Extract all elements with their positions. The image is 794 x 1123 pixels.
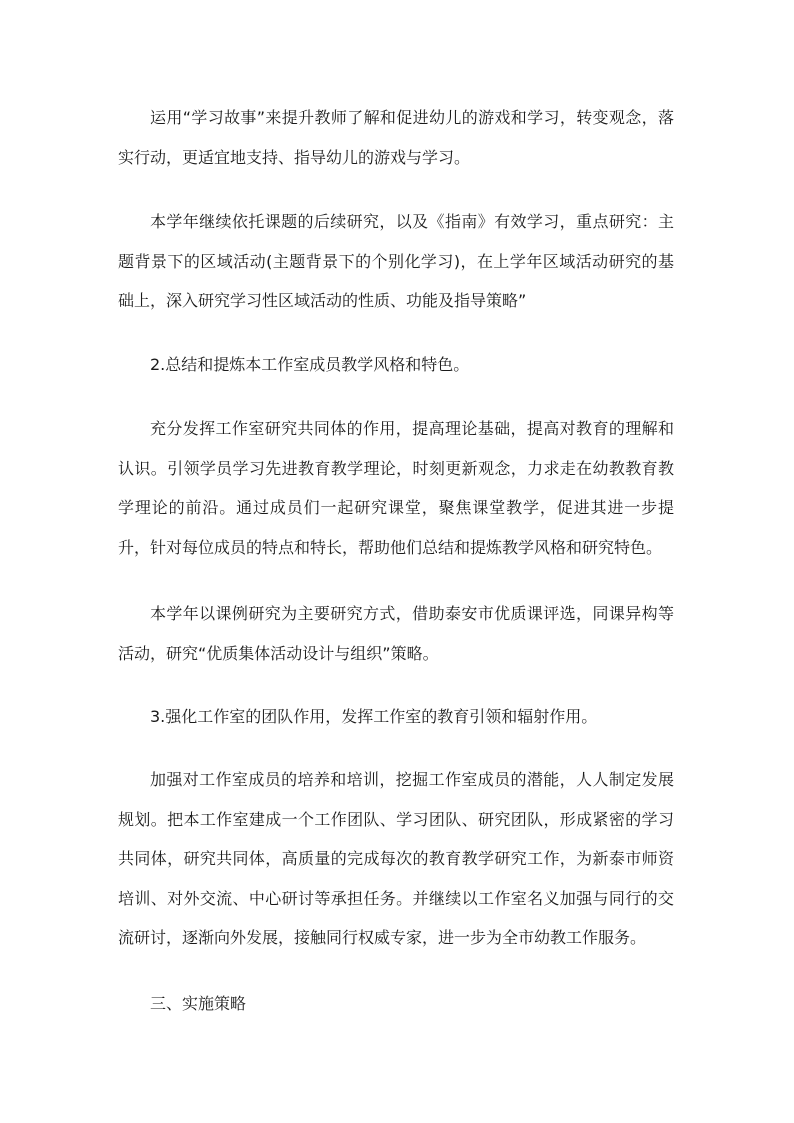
paragraph-learning-story: 运用“学习故事”来提升教师了解和促进幼儿的游戏和学习，转变观念，落实行动，更适宜地支持、指导幼儿的游戏与学习。 [118, 108, 674, 167]
heading-summarize-style: 2.总结和提炼本工作室成员教学风格和特色。 [150, 355, 470, 374]
paragraph-research-community: 充分发挥工作室研究共同体的作用，提高理论基础，提高对教育的理解和认识。引领学员学习先进教育教学理论，时刻更新观念，力求走在幼教教育教学理论的前沿。通过成员们一起研究课堂，聚焦课堂教学，促进其进一步提升，针对每位成员的特点和特长，帮助他们总结和提炼教学风格和研究特色。 [118, 419, 674, 557]
paragraph-case-study: 本学年以课例研究为主要研究方式，借助泰安市优质课评选，同课异构等活动，研究“优质集体活动设计与组织”策略。 [118, 604, 674, 663]
paragraph-research-focus: 本学年继续依托课题的后续研究，以及《指南》有效学习，重点研究：主题背景下的区域活动(主题背景下的个别化学习)，在上学年区域活动研究的基础上，深入研究学习性区域活动的性质、功能及指导策略” [118, 212, 674, 310]
section-heading-strategy: 三、实施策略 [150, 994, 247, 1013]
paragraph-team-training: 加强对工作室成员的培养和培训，挖掘工作室成员的潜能，人人制定发展规划。把本工作室建成一个工作团队、学习团队、研究团队，形成紧密的学习共同体，研究共同体，高质量的完成每次的教育教学研究工作，为新泰市师资培训、对外交流、中心研讨等承担任务。并继续以工作室名义加强与同行的交流研讨，逐渐向外发展，接触同行权威专家，进一步为全市幼教工作服务。 [118, 770, 674, 947]
heading-team-role: 3.强化工作室的团队作用，发挥工作室的教育引领和辐射作用。 [150, 707, 598, 726]
